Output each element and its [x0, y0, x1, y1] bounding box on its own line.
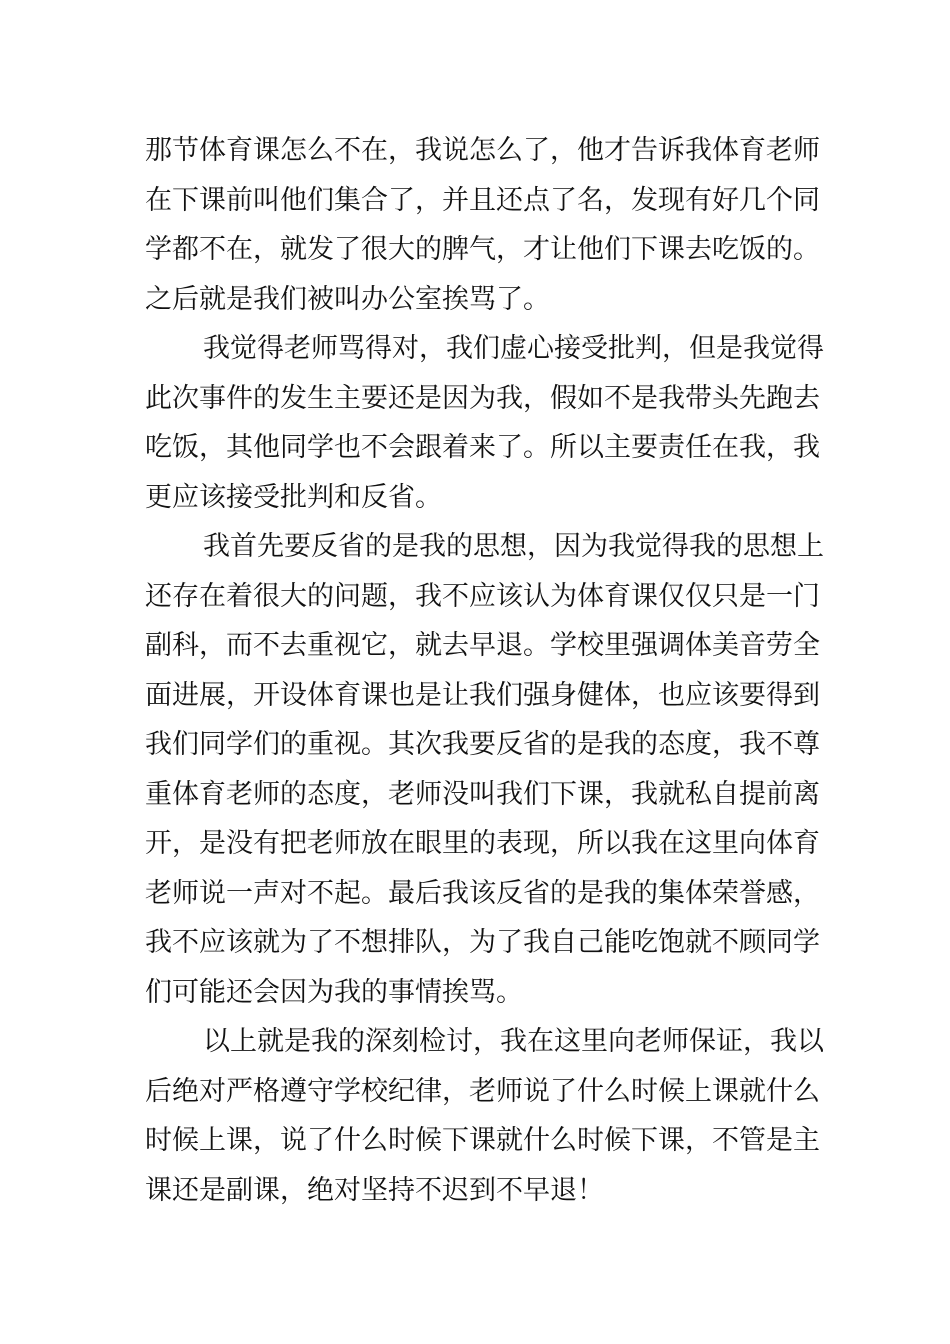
text-line: 老师说一声对不起。最后我该反省的是我的集体荣誉感， — [145, 877, 820, 909]
text-line: 面进展，开设体育课也是让我们强身健体，也应该要得到 — [145, 679, 820, 711]
text-line: 之后就是我们被叫办公室挨骂了。 — [145, 283, 550, 315]
text-line: 那节体育课怎么不在，我说怎么了，他才告诉我体育老师 — [145, 135, 820, 166]
document-body — [145, 126, 824, 1215]
text-line: 在下课前叫他们集合了，并且还点了名，发现有好几个同 — [145, 184, 820, 216]
text-line: 我不应该就为了不想排队，为了我自己能吃饱就不顾同学 — [145, 927, 820, 958]
text-line: 副科，而不去重视它，就去早退。学校里强调体美音劳全 — [145, 630, 820, 661]
text-line: 更应该接受批判和反省。 — [145, 481, 442, 513]
text-line: 重体育老师的态度，老师没叫我们下课，我就私自提前离 — [145, 778, 820, 810]
text-line: 我首先要反省的是我的思想，因为我觉得我的思想上 — [203, 531, 824, 562]
text-line: 此次事件的发生主要还是因为我，假如不是我带头先跑去 — [145, 382, 820, 414]
text-line: 学都不在，就发了很大的脾气，才让他们下课去吃饭的。 — [145, 234, 820, 265]
text-line: 们可能还会因为我的事情挨骂。 — [145, 976, 523, 1008]
text-line: 我们同学们的重视。其次我要反省的是我的态度，我不尊 — [145, 729, 820, 760]
text-line: 我觉得老师骂得对，我们虚心接受批判，但是我觉得 — [203, 333, 824, 364]
text-line: 吃饭，其他同学也不会跟着来了。所以主要责任在我，我 — [145, 432, 820, 463]
paragraph — [145, 1017, 824, 1215]
paragraph — [145, 324, 824, 522]
paragraph — [145, 126, 820, 324]
text-line: 课还是副课，绝对坚持不迟到不早退！ — [145, 1174, 604, 1206]
text-line: 时候上课，说了什么时候下课就什么时候下课，不管是主 — [145, 1125, 820, 1156]
paragraph — [145, 522, 824, 1017]
text-line: 还存在着很大的问题，我不应该认为体育课仅仅只是一门 — [145, 580, 820, 612]
text-line: 后绝对严格遵守学校纪律，老师说了什么时候上课就什么 — [145, 1075, 820, 1107]
text-line: 开，是没有把老师放在眼里的表现，所以我在这里向体育 — [145, 828, 820, 859]
text-line: 以上就是我的深刻检讨，我在这里向老师保证，我以 — [203, 1026, 824, 1057]
